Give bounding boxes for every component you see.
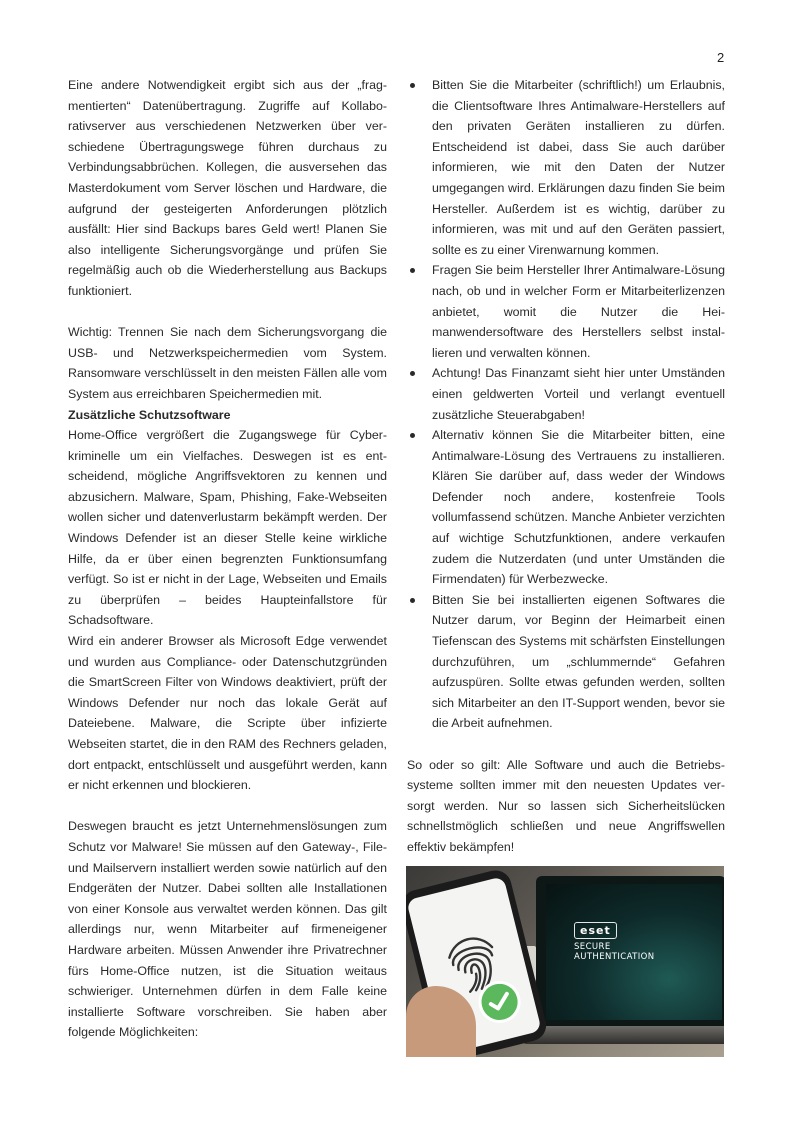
bullet-icon [410,371,415,376]
bullet-icon [410,598,415,603]
laptop [536,876,724,1026]
bullet-icon [410,83,415,88]
paragraph-browser: Wird ein anderer Browser als Microsoft Edge verwendet und wurden aus Compliance- oder Datenschutzgründen die SmartScreen Filter von Windows deaktiviert, prüft der Windows Defender nur noch das lokale Gerät auf Dateiebene. Malware, die Scripte über infizierte Webseiten startet, die in den RAM des Rechners geladen, dort entpackt, entschlüsselt und ausgeführt werden, kann er nicht erkennen und blockieren. [68,634,387,793]
paragraph-attack-vectors: Home-Office vergrößert die Zugangswege für Cyberkriminelle um ein Vielfaches. Deswegen ist es entscheidend, mögliche Angriffsvektoren zu kennen und abzusichern. Malware, Spam, Phishing, Fake-Webseiten wollen sicher und datenverlustarm bekämpft werden. Der Windows Defender ist an dieser Stelle keine wirkliche Hilfe, da er über einen begrenzten Funktionsumfang verfügt. So ist er nicht in der Lage, Webseiten und Emails zu überprüfen – beides Haupteinfallstore für Schadsoftware. [68,428,387,628]
right-column [407,75,725,858]
product-name: SECURE AUTHENTICATION [574,942,655,962]
section-heading: Zusätzliche Schutzsoftware [68,407,231,422]
list-item: Fragen Sie beim Hersteller Ihrer Antimalware-Lösung nach, ob und in welcher Form er Mitarbeiterlizenzen anbietet, womit die Nutzer die Heimanwendersoftware des Herstellers selbst installieren und verwalten können. [407,260,725,363]
list-item: Alternativ können Sie die Mitarbeiter bitten, eine Antimalware-Lösung des Vertrauens zu installieren. Klären Sie darüber auf, dass weder der Windows Defender noch andere, kostenfreie Tools vollumfassend schützen. Manche Anbieter verzichten auf wichtige Schutzfunktionen, andere verkaufen zudem die Nutzerdaten (und unter Umständen die Firmendaten) für Werbezwecke. [407,425,725,590]
page-number: 2 [717,50,725,65]
list-item: Achtung! Das Finanzamt sieht hier unter Umständen einen geldwerten Vorteil und verlangt eventuell zusätzliche Steuerabgaben! [407,363,725,425]
paragraph-backups: Eine andere Notwendigkeit ergibt sich aus der „fragmentierten“ Datenübertragung. Zugriffe auf Kollaborativserver aus verschiedenen Netzwerken über verschiedene Übertragungswege führen durchaus zu Verbindungsabbrüchen. Kollegen, die ausversehen das Masterdokument vom Server löschen und Hardware, die aufgrund der gesteigerten Anforderungen plötzlich ausfällt: Hier sind Backups bares Geld wert! Planen Sie also intelligente Sicherungsvorgänge und prüfen Sie regelmäßig auch ob die Wiederherstellung aus Backups funktioniert. [68,78,387,298]
bullet-icon [410,433,415,438]
paragraph-important: Wichtig: Trennen Sie nach dem Sicherungsvorgang die USB- und Netzwerkspeichermedien vom System. Ransomware verschlüsselt in den meisten Fällen alle vom System aus erreichbaren Speichermedien mit. [68,325,387,401]
eset-logo: eset [574,922,617,939]
laptop-screen [546,884,722,1020]
options-list [407,75,725,734]
list-item: Bitten Sie die Mitarbeiter (schriftlich!) um Erlaubnis, die Clientsoftware Ihres Antimalware-Herstellers auf den privaten Geräten installieren zu dürfen. Entscheidend ist dabei, dass Sie auch darüber informieren, wie mit den Daten der Nutzer umgegangen wird. Erklärungen dazu finden Sie beim Hersteller. Außerdem ist es wichtig, darüber zu informieren, was mit und auf den Geräten passiert, sollte es zu einer Virenwarnung kommen. [407,75,725,260]
bullet-icon [410,268,415,273]
eset-authentication-photo [406,866,724,1057]
left-column [68,75,387,1043]
list-item: Bitten Sie bei installierten eigenen Softwares die Nutzer darum, vor Beginn der Heimarbeit einen Tiefenscan des Systems mit schärfsten Einstellungen durchzuführen, um „schlummernde“ Gefahren aufzuspüren. Sollte etwas gefunden werden, sollten sich Mitarbeiter an den IT-Support wenden, bevor sie die Arbeit aufnehmen. [407,590,725,734]
laptop-base [521,1026,724,1044]
paragraph-enterprise-solutions: Deswegen braucht es jetzt Unternehmenslösungen zum Schutz vor Malware! Sie müssen auf den Gateway-, File- und Mailservern installiert werden sowie natürlich auf den Endgeräten der Nutzer. Dabei sollten alle Installationen von einer Konsole aus verwaltet werden können. Das gilt allerdings nur, wenn Mitarbeiter auf firmeneigener Hardware arbeiten. Müssen Anwender ihre Privatrechner fürs Home-Office nutzen, ist die Situation weitaus schwieriger. Unternehmen dürfen in dem Falle keine installierte Software vorschreiben. Sie haben aber folgende Möglichkeiten: [68,819,387,1040]
paragraph-closing: So oder so gilt: Alle Software und auch die Betriebssysteme sollten immer mit den neuesten Updates versorgt werden. Nur so lassen sich Sicherheitslücken schnellstmöglich schließen und neue Angriffswellen effektiv bekämpfen! [407,757,725,854]
